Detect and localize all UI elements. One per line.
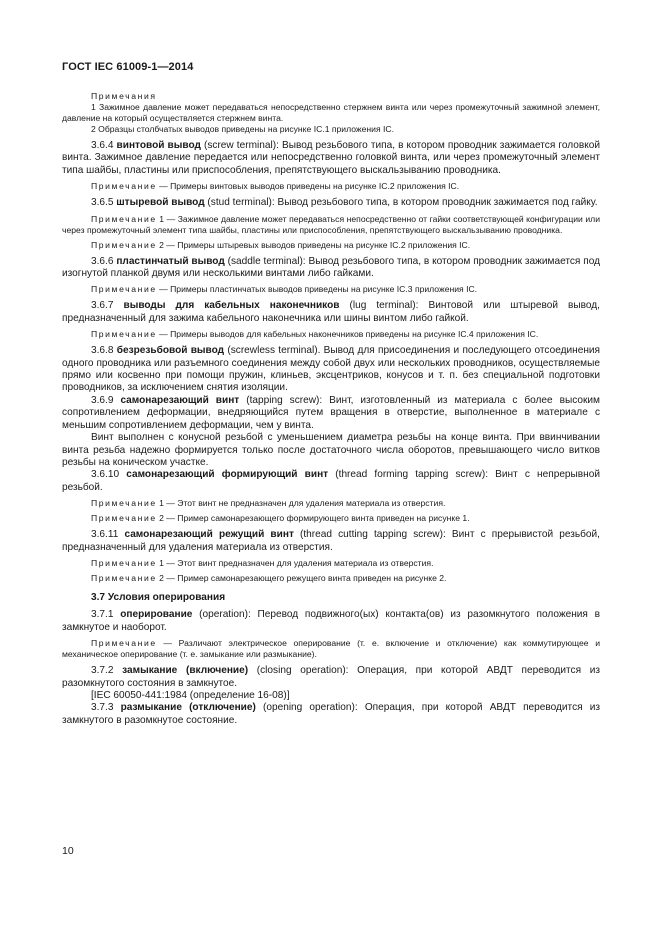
note-label-text: Примечание [91,513,157,524]
clause-number: 3.7.1 [91,609,121,621]
note [62,329,600,340]
definition-3-6-10 [62,469,600,494]
term: самонарезающий режущий винт [124,529,294,541]
note-label-text: Примечание [91,498,157,509]
note-label-text: Примечание [91,572,157,583]
clause-number: 3.6.7 [91,300,124,312]
note-label-text: Примечание [91,638,157,649]
note-text: 1 — Этот винт предназначен для удаления материала из отверстия. [156,557,434,568]
definition-3-6-6 [62,256,600,281]
note [62,573,600,584]
clause-number: 3.6.10 [91,469,127,481]
definition-3-7-3 [62,702,600,727]
note [62,214,600,236]
note [62,181,600,192]
definition-text: (opening operation): Операция, при которой АВДТ переводится из замкнутого в разомкнутое состояние. [62,702,600,726]
definition-3-7-1 [62,609,600,634]
note-label-text: Примечание [91,213,157,224]
definition-3-6-11 [62,529,600,554]
note [62,240,600,251]
term: штыревой вывод [116,197,205,209]
note-label-text: Примечание [91,284,157,295]
term: замыкание (включение) [122,665,249,677]
clause-number: 3.6.6 [91,255,117,267]
term: самонарезающий формирующий винт [126,469,329,481]
paragraph: Винт выполнен с конусной резьбой с уменьшением диаметра резьбы на конце винта. При ввинчивании винта резьба надежно формируется только после достаточного числа оборотов, превышающего число витков резьбы на коническом участке. [62,432,600,468]
term: оперирование [120,609,193,621]
definition-3-6-5 [62,197,600,209]
definition-text: (screw terminal): Вывод резьбового типа, в котором проводник зажимается головкой винта. Зажимное давление передается или непосредственно головкой винта, или через промежуточный элемент типа шайбы, пластины или приспособления, препятствующего выскальзыванию проводника. [62,140,600,176]
note-label-text: Примечание [91,239,157,250]
definition-text: (tapping screw): Винт, изготовленный из материала с более высоким сопротивлением деформации, внедряющийся путем вращения в отверстие, выполненное в материале с меньшим сопротивлением деформации, чем у винта. [62,394,600,431]
document-header: ГОСТ IEC 61009-1—2014 [62,61,194,73]
note-text: 1 — Этот винт не предназначен для удаления материала из отверстия. [156,498,446,509]
definition-text: (saddle terminal): Вывод резьбового типа, в котором проводник зажимается под изогнутой планкой двумя или несколькими винтами либо гайками. [62,255,600,280]
section-heading-3-7: 3.7 Условия оперирования [91,591,226,603]
note-item: 1 Зажимное давление может передаваться непосредственно стержнем винта или через промежуточный зажимной элемент, давление на который осуществляется стержнем винта. [62,102,600,123]
note-text: 2 — Пример самонарезающего режущего винта приведен на рисунке 2. [156,572,447,583]
definition-3-6-7 [62,300,600,325]
note-label-text: Примечание [91,329,157,340]
clause-number: 3.7.2 [91,665,123,677]
definition-text: (thread cutting tapping screw): Винт с прерывистой резьбой, предназначенный для удаления материала из отверстия. [62,529,600,553]
clause-number: 3.6.4 [91,140,117,151]
note-text: — Примеры выводов для кабельных наконечников приведены на рисунке IC.4 приложения IC. [156,329,539,340]
term: выводы для кабельных наконечников [123,300,340,312]
clause-number: 3.6.8 [91,345,117,357]
term: пластинчатый вывод [116,255,225,267]
note-label-text: Примечание [91,557,157,568]
note-label [62,91,600,102]
definition-text: (operation): Перевод подвижного(ых) контакта(ов) из разомкнутого положения в замкнутое и наоборот. [62,609,600,633]
note-text: — Различают электрическое оперирование (т. е. включение и отключение) как коммутирующее и механическое оперирование (т. е. замыкание или размыкание). [62,638,600,660]
term: самонарезающий винт [120,394,240,406]
note [62,513,600,524]
clause-number: 3.6.5 [91,197,117,209]
page-content [62,91,600,727]
clause-number: 3.6.11 [91,529,125,541]
definition-text: (lug terminal): Винтовой или штыревой вывод, предназначенный для зажима кабельного наконечника или шины винтом либо гайкой. [62,300,600,324]
note-text: — Примеры пластинчатых выводов приведены на рисунке IC.3 приложения IC. [156,284,478,295]
reference: [IEC 60050-441:1984 (определение 16-08)] [91,689,290,701]
definition-3-7-2 [62,665,600,690]
definition-3-6-4 [62,140,600,177]
definition-3-6-9 [62,395,600,432]
note [62,638,600,660]
note-item: 2 Образцы столбчатых выводов приведены на рисунке IC.1 приложения IC. [91,124,394,134]
note [62,498,600,509]
note-text: 2 — Пример самонарезающего формирующего винта приведен на рисунке 1. [156,513,470,524]
clause-number: 3.6.9 [91,394,121,406]
note [62,558,600,569]
note [62,284,600,295]
definition-text: (thread forming tapping screw): Винт с непрерывной резьбой. [62,469,600,493]
note-text: — Примеры винтовых выводов приведены на рисунке IC.2 приложения IC. [156,181,460,192]
page-number: 10 [62,845,74,857]
term: винтовой вывод [116,140,201,151]
definition-text: (closing operation): Операция, при которой АВДТ переводится из разомкнутого состояния в замкнутое. [62,665,600,689]
note-label-text: Примечание [91,181,157,192]
definition-3-6-8 [62,345,600,395]
note-text: 2 — Примеры штыревых выводов приведены на рисунке IC.2 приложения IC. [156,239,471,250]
clause-number: 3.7.3 [91,702,121,714]
note-label-text: Примечания [91,91,157,101]
note-text: 1 — Зажимное давление может передаваться непосредственно от гайки соответствующей конфигурации или через промежуточный элемент типа шайбы, пластины или приспособления, препятствующего выскальзыванию проводника. [62,213,600,235]
term: безрезьбовой вывод [116,345,225,357]
definition-text: (stud terminal): Вывод резьбового типа, в котором проводник зажимается под гайку. [204,197,598,209]
definition-text: (screwless terminal). Вывод для присоединения и последующего отсоединения одного проводника или разъемного соединения между собой двух или нескольких проводников, осуществляемые прямо или косвенно при помощи пружин, клиньев, эксцентриков, конусов и т. п. без специальной подготовки проводников, за исключением снятия изоляции. [62,345,600,394]
term: размыкание (отключение) [120,702,256,714]
